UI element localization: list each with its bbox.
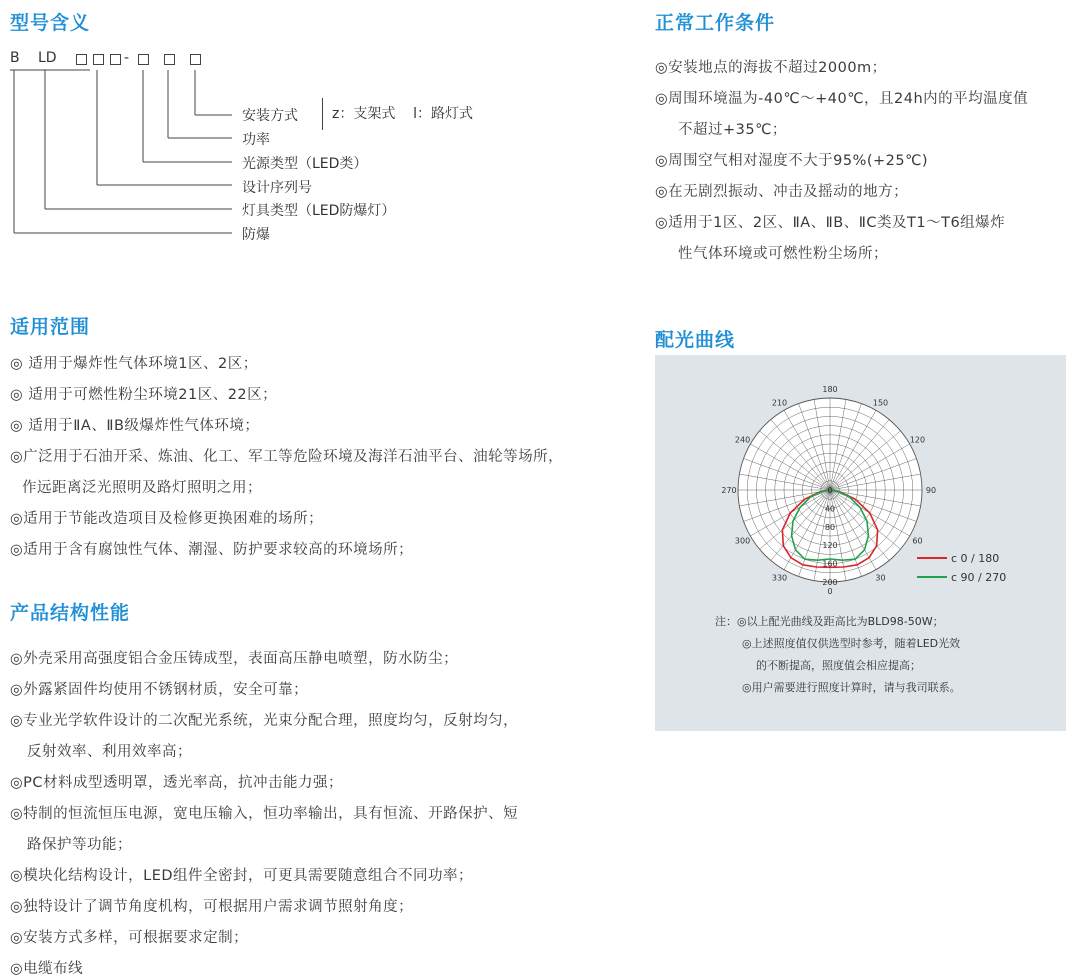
polar-angle-label: 60 <box>912 536 923 546</box>
scope-line: ◎ 适用于ⅡA、ⅡB级爆炸性气体环境； <box>10 418 260 434</box>
model-row-source: 光源类型（LED类） <box>242 156 368 172</box>
structure-line: ◎PC材料成型透明罩，透光率高，抗冲击能力强； <box>10 775 344 791</box>
structure-line: ◎模块化结构设计，LED组件全密封，可更具需要随意组合不同功率； <box>10 868 474 884</box>
model-row-lamp-type: 灯具类型（LED防爆灯） <box>242 203 396 219</box>
structure-line: ◎特制的恒流恒压电源，宽电压输入，恒功率输出，具有恒流、开路保护、短 <box>10 806 519 822</box>
polar-angle-label: 180 <box>822 385 838 394</box>
structure-title: 产品结构性能 <box>10 602 131 624</box>
code-b: B <box>10 50 20 66</box>
scope-line: ◎ 适用于爆炸性气体环境1区、2区； <box>10 356 258 372</box>
conditions-line: 性气体环境或可燃性粉尘场所； <box>678 246 888 262</box>
mount-options: z：支架式 l：路灯式 <box>332 106 474 122</box>
code-ld: LD <box>38 50 57 66</box>
polar-radial-label: 160 <box>822 559 838 569</box>
polar-radial-label: 40 <box>824 504 836 514</box>
curve-note: ◎上述照度值仅供选型时参考，随着LED光效 <box>742 637 961 650</box>
polar-radial-label: 200 <box>822 578 838 587</box>
polar-radial-label: 80 <box>824 522 836 532</box>
model-row-serial: 设计序列号 <box>242 180 312 196</box>
polar-angle-label: 300 <box>734 536 751 546</box>
structure-line: ◎外露紧固件均使用不锈钢材质，安全可靠； <box>10 682 309 698</box>
conditions-title: 正常工作条件 <box>655 12 776 34</box>
structure-line: 路保护等功能； <box>27 837 132 853</box>
polar-angle-label: 210 <box>771 398 788 408</box>
conditions-line: ◎在无剧烈振动、冲击及摇动的地方； <box>655 184 909 200</box>
polar-chart <box>655 355 1066 731</box>
scope-line: ◎广泛用于石油开采、炼油、化工、军工等危险环境及海洋石油平台、油轮等场所， <box>10 449 564 465</box>
scope-line: ◎适用于节能改造项目及检修更换困难的场所； <box>10 511 324 527</box>
polar-radial-label: 120 <box>822 541 838 551</box>
conditions-line: 不超过+35℃； <box>678 122 787 138</box>
model-row-explosion-proof: 防爆 <box>242 227 270 243</box>
model-title: 型号含义 <box>10 12 91 34</box>
structure-line: ◎独特设计了调节角度机构，可根据用户需求调节照射角度； <box>10 899 414 915</box>
structure-line: ◎安装方式多样，可根据要求定制； <box>10 930 249 946</box>
curve-note: 注：◎以上配光曲线及距高比为BLD98-50W； <box>715 615 944 628</box>
mount-divider <box>322 98 323 130</box>
light-curve-panel <box>655 355 1066 731</box>
model-connector-lines <box>0 0 260 250</box>
model-row-power: 功率 <box>242 132 270 148</box>
structure-line: ◎电缆布线 <box>10 961 84 977</box>
polar-angle-label: 0 <box>827 587 833 596</box>
polar-radial-label: 0 <box>827 486 833 495</box>
polar-angle-label: 90 <box>925 486 937 495</box>
polar-angle-label: 120 <box>909 435 926 445</box>
scope-line: 作远距离泛光照明及路灯照明之用； <box>22 480 262 496</box>
curve-note: 的不断提高，照度值会相应提高； <box>756 659 921 672</box>
polar-angle-label: 270 <box>721 486 737 495</box>
model-row-mount: 安装方式 <box>242 108 298 124</box>
legend-label: c 0 / 180 <box>951 552 1000 565</box>
structure-line: 反射效率、利用效率高； <box>27 744 192 760</box>
legend-label: c 90 / 270 <box>951 571 1007 584</box>
scope-line: ◎适用于含有腐蚀性气体、潮湿、防护要求较高的环境场所； <box>10 542 414 558</box>
polar-angle-label: 30 <box>875 573 886 583</box>
structure-line: ◎外壳采用高强度铝合金压铸成型，表面高压静电喷塑，防水防尘； <box>10 651 459 667</box>
polar-angle-label: 150 <box>872 398 889 408</box>
conditions-line: ◎周围空气相对湿度不大于95%(+25℃) <box>655 153 929 169</box>
scope-title: 适用范围 <box>10 316 91 338</box>
polar-angle-label: 240 <box>734 435 751 445</box>
code-dash: - <box>124 50 130 66</box>
conditions-line: ◎适用于1区、2区、ⅡA、ⅡB、ⅡC类及T1～T6组爆炸 <box>655 215 1006 231</box>
curve-note: ◎用户需要进行照度计算时，请与我司联系。 <box>742 681 961 694</box>
scope-line: ◎ 适用于可燃性粉尘环境21区、22区； <box>10 387 278 403</box>
light-curve-title: 配光曲线 <box>655 329 736 351</box>
conditions-line: ◎周围环境温为-40℃～+40℃，且24h内的平均温度值 <box>655 91 1029 107</box>
conditions-line: ◎安装地点的海拔不超过2000m； <box>655 60 887 76</box>
structure-line: ◎专业光学软件设计的二次配光系统，光束分配合理，照度均匀，反射均匀， <box>10 713 519 729</box>
polar-angle-label: 330 <box>771 573 788 583</box>
